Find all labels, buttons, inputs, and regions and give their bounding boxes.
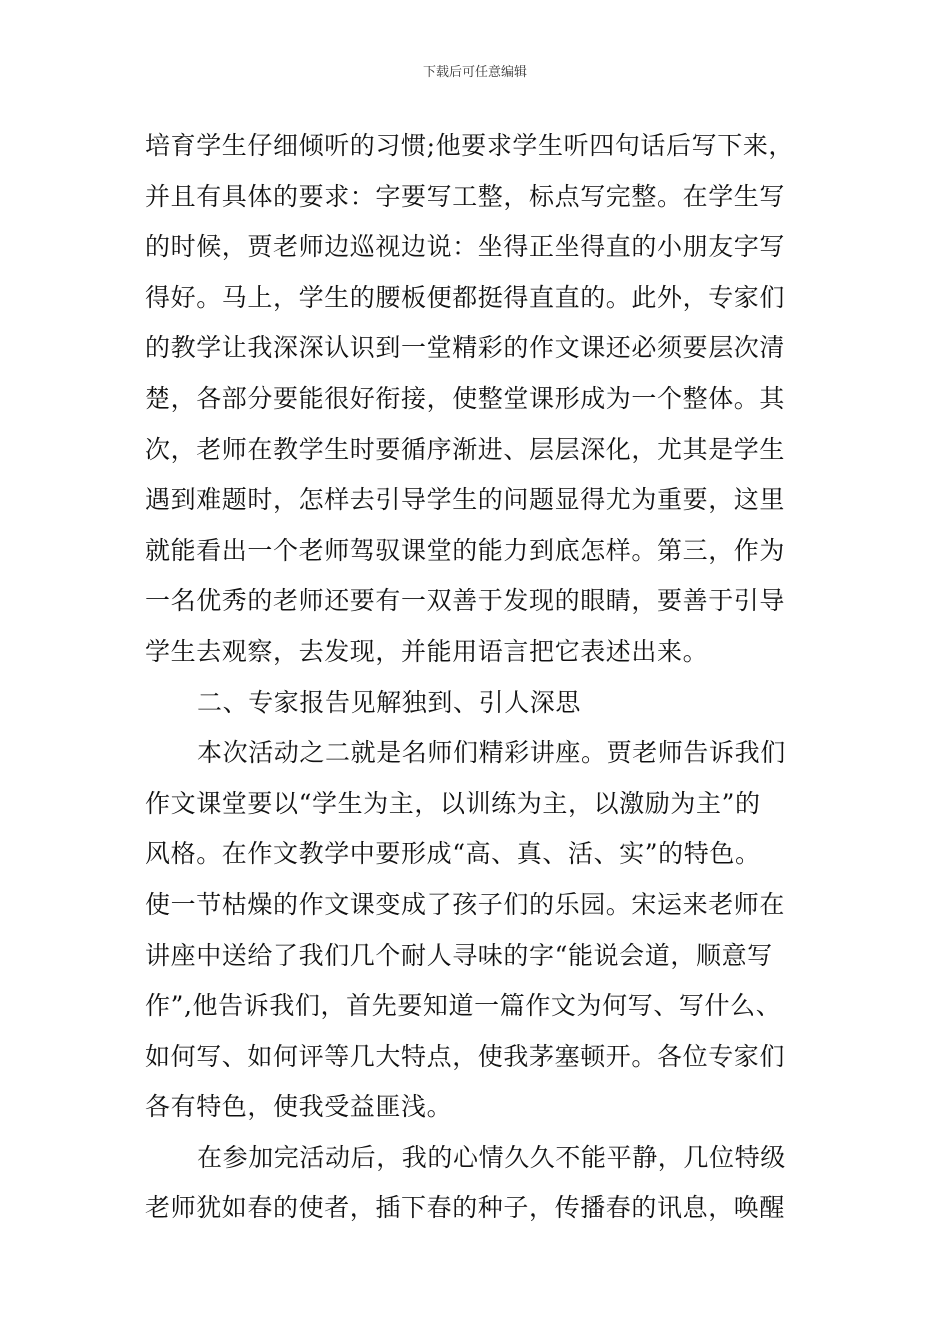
- text-line: 遇到难题时，怎样去引导学生的问题显得尤为重要，这里: [145, 485, 786, 515]
- text-line: 作”,他告诉我们，首先要知道一篇作文为何写、写什么、: [145, 991, 782, 1021]
- text-line: 一名优秀的老师还要有一双善于发现的眼睛，要善于引导: [145, 586, 786, 616]
- text-line: 讲座中送给了我们几个耐人寻味的字“能说会道，顺意写: [145, 940, 773, 970]
- text-line: 楚，各部分要能很好衔接，使整堂课形成为一个整体。其: [145, 383, 786, 413]
- text-line: 作文课堂要以“学生为主，以训练为主，以激励为主”的: [145, 788, 761, 818]
- text-line: 的教学让我深深认识到一堂精彩的作文课还必须要层次清: [145, 333, 786, 363]
- text-line: 培育学生仔细倾听的习惯;他要求学生听四句话后写下来，: [145, 131, 795, 160]
- text-line: 使一节枯燥的作文课变成了孩子们的乐园。宋运来老师在: [145, 889, 786, 919]
- document-body: [145, 128, 810, 1241]
- text-line: 各有特色，使我受益匪浅。: [145, 1092, 453, 1122]
- page-header-note: 下载后可任意编辑: [422, 65, 527, 80]
- text-line: 老师犹如春的使者，插下春的种子，传播春的讯息，唤醒: [145, 1193, 786, 1223]
- paragraph-start-line: 本次活动之二就是名师们精彩讲座。贾老师告诉我们: [197, 738, 786, 768]
- text-line: 风格。在作文教学中要形成“高、真、活、实”的特色。: [145, 839, 761, 869]
- text-line: 就能看出一个老师驾驭课堂的能力到底怎样。第三，作为: [145, 535, 786, 565]
- paragraph-start-line: 在参加完活动后，我的心情久久不能平静，几位特级: [197, 1142, 786, 1172]
- text-line: 并且有具体的要求：字要写工整，标点写完整。在学生写: [145, 181, 786, 211]
- text-line: 如何写、如何评等几大特点，使我茅塞顿开。各位专家们: [145, 1041, 786, 1071]
- text-line: 学生去观察，去发现，并能用语言把它表述出来。: [145, 636, 709, 666]
- text-line: 得好。马上，学生的腰板便都挺得直直的。此外，专家们: [145, 282, 786, 312]
- section-heading: 二、专家报告见解独到、引人深思: [197, 687, 582, 717]
- text-line: 次，老师在教学生时要循序渐进、层层深化，尤其是学生: [145, 434, 786, 464]
- text-line: 的时候，贾老师边巡视边说：坐得正坐得直的小朋友字写: [145, 232, 786, 262]
